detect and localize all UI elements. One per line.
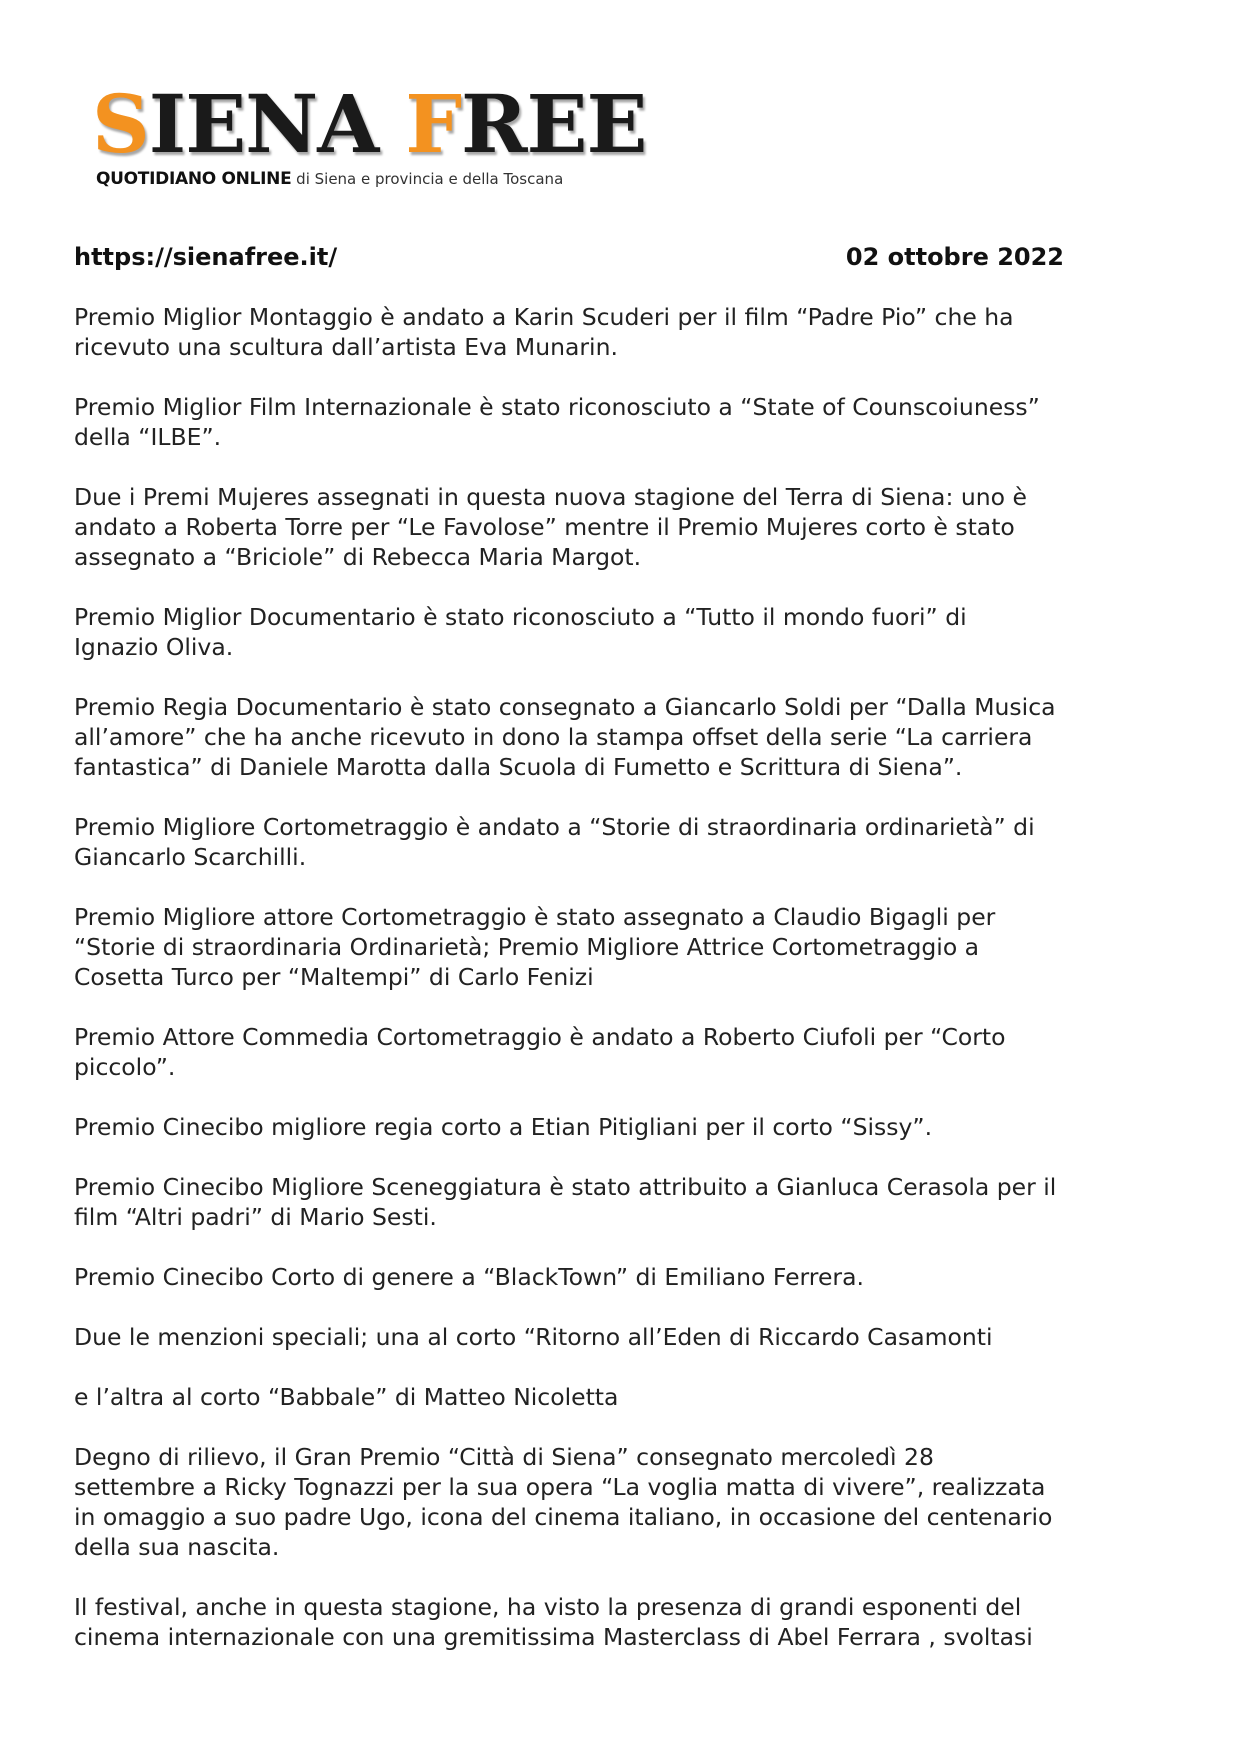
text-line: Il festival, anche in questa stagione, ha visto la presenza di grandi esponenti del bbox=[74, 1593, 1022, 1621]
text-line: della sua nascita. bbox=[74, 1533, 280, 1561]
publication-date: 02 ottobre 2022 bbox=[845, 243, 1064, 271]
text-line: andato a Roberta Torre per “Le Favolose” mentre il Premio Mujeres corto è stato bbox=[74, 513, 1015, 541]
text-line: fantastica” di Daniele Marotta dalla Scuola di Fumetto e Scrittura di Siena”. bbox=[74, 753, 963, 781]
logo-letters-ree: REE bbox=[461, 77, 647, 171]
text-line: Premio Attore Commedia Cortometraggio è andato a Roberto Ciufoli per “Corto bbox=[74, 1023, 1006, 1051]
paragraph bbox=[74, 692, 1164, 782]
paragraph bbox=[74, 1262, 1164, 1292]
logo-letter-s: S bbox=[92, 77, 149, 171]
text-line: Due i Premi Mujeres assegnati in questa nuova stagione del Terra di Siena: uno è bbox=[74, 483, 1027, 511]
logo-letter-f: F bbox=[405, 77, 462, 171]
paragraph bbox=[74, 902, 1164, 992]
text-line: Premio Cinecibo migliore regia corto a Etian Pitigliani per il corto “Sissy”. bbox=[74, 1113, 933, 1141]
paragraph bbox=[74, 602, 1164, 662]
text-line: Premio Miglior Documentario è stato riconosciuto a “Tutto il mondo fuori” di bbox=[74, 603, 967, 631]
paragraph bbox=[74, 302, 1164, 362]
paragraph bbox=[74, 1112, 1164, 1142]
text-line: Premio Migliore Cortometraggio è andato a “Storie di straordinaria ordinarietà” di bbox=[74, 813, 1035, 841]
text-line: Premio Cinecibo Migliore Sceneggiatura è stato attribuito a Gianluca Cerasola per il bbox=[74, 1173, 1057, 1201]
text-line: Cosetta Turco per “Maltempi” di Carlo Fenizi bbox=[74, 963, 594, 991]
source-header bbox=[74, 243, 1064, 271]
text-line: Degno di rilievo, il Gran Premio “Città di Siena” consegnato mercoledì 28 bbox=[74, 1443, 934, 1471]
tagline-rest: di Siena e provincia e della Toscana bbox=[291, 170, 564, 188]
text-line: cinema internazionale con una gremitissima Masterclass di Abel Ferrara , svoltasi bbox=[74, 1623, 1033, 1651]
text-line: in omaggio a suo padre Ugo, icona del cinema italiano, in occasione del centenario bbox=[74, 1503, 1053, 1531]
paragraph bbox=[74, 1382, 1164, 1412]
paragraph bbox=[74, 482, 1164, 572]
text-line: all’amore” che ha anche ricevuto in dono la stampa offset della serie “La carriera bbox=[74, 723, 1033, 751]
text-line: della “ILBE”. bbox=[74, 423, 222, 451]
paragraph bbox=[74, 392, 1164, 452]
text-line: Premio Cinecibo Corto di genere a “BlackTown” di Emiliano Ferrera. bbox=[74, 1263, 864, 1291]
text-line: piccolo”. bbox=[74, 1053, 176, 1081]
text-line: Due le menzioni speciali; una al corto “Ritorno all’Eden di Riccardo Casamonti bbox=[74, 1323, 993, 1351]
paragraph bbox=[74, 1022, 1164, 1082]
text-line: ricevuto una scultura dall’artista Eva Munarin. bbox=[74, 333, 618, 361]
text-line: Premio Regia Documentario è stato consegnato a Giancarlo Soldi per “Dalla Musica bbox=[74, 693, 1056, 721]
text-line: e l’altra al corto “Babbale” di Matteo Nicoletta bbox=[74, 1383, 619, 1411]
text-line: “Storie di straordinaria Ordinarietà; Premio Migliore Attrice Cortometraggio a bbox=[74, 933, 980, 961]
paragraph bbox=[74, 1172, 1164, 1232]
text-line: settembre a Ricky Tognazzi per la sua opera “La voglia matta di vivere”, realizzata bbox=[74, 1473, 1046, 1501]
paragraph bbox=[74, 1592, 1164, 1652]
article-body bbox=[74, 302, 1164, 1682]
logo-tagline bbox=[96, 170, 563, 188]
tagline-strong: QUOTIDIANO ONLINE bbox=[96, 169, 292, 189]
source-url[interactable]: https://sienafree.it/ bbox=[74, 243, 338, 271]
logo-wordmark bbox=[92, 77, 647, 171]
text-line: Ignazio Oliva. bbox=[74, 633, 234, 661]
text-line: Giancarlo Scarchilli. bbox=[74, 843, 307, 871]
text-line: Premio Miglior Film Internazionale è stato riconosciuto a “State of Counscoiuness” bbox=[74, 393, 1040, 421]
text-line: Premio Migliore attore Cortometraggio è stato assegnato a Claudio Bigagli per bbox=[74, 903, 996, 931]
paragraph bbox=[74, 1322, 1164, 1352]
siena-free-logo bbox=[92, 77, 647, 194]
paragraph bbox=[74, 812, 1164, 872]
logo-letters-iena: IENA bbox=[148, 77, 406, 171]
text-line: film “Altri padri” di Mario Sesti. bbox=[74, 1203, 437, 1231]
text-line: assegnato a “Briciole” di Rebecca Maria Margot. bbox=[74, 543, 642, 571]
text-line: Premio Miglior Montaggio è andato a Karin Scuderi per il film “Padre Pio” che ha bbox=[74, 303, 1014, 331]
paragraph bbox=[74, 1442, 1164, 1562]
